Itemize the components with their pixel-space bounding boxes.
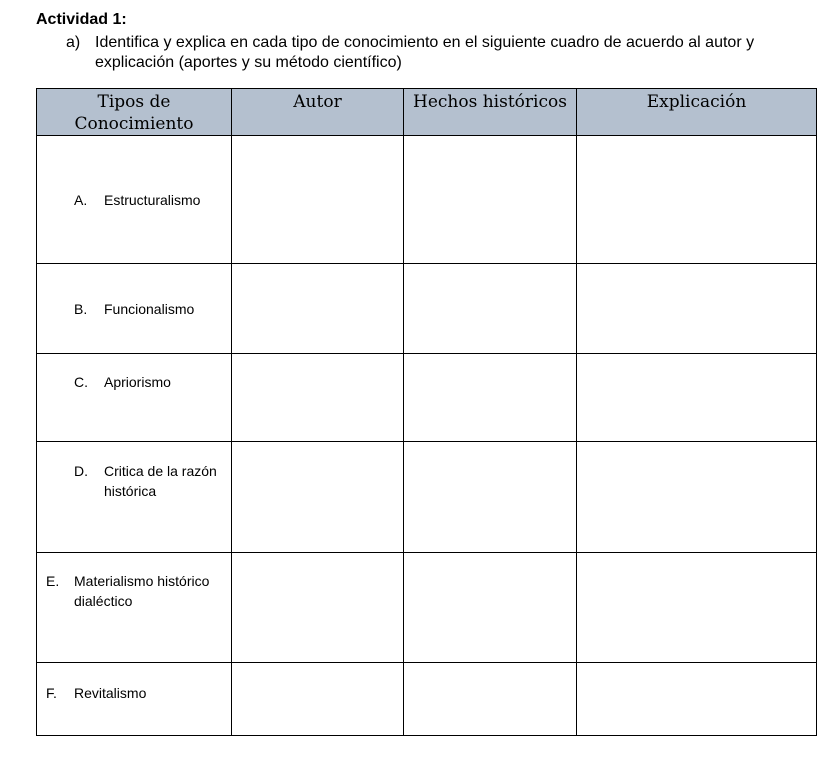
row-label-cell — [37, 663, 232, 736]
row-label-cell — [37, 264, 232, 354]
row-letter: B. — [74, 300, 88, 317]
explicacion-cell[interactable] — [577, 663, 817, 736]
row-name: Revitalismo — [74, 685, 147, 701]
table-row — [37, 136, 817, 264]
table-row — [37, 354, 817, 442]
activity-title: Actividad 1: — [36, 11, 127, 28]
row-letter: F. — [46, 685, 57, 701]
row-letter: E. — [46, 573, 60, 589]
table-row — [37, 442, 817, 553]
header-hechos: Hechos históricos — [404, 89, 577, 136]
instruction-marker: a) — [66, 34, 81, 51]
autor-cell[interactable] — [232, 136, 404, 264]
explicacion-cell[interactable] — [577, 264, 817, 354]
row-name: Apriorismo — [104, 374, 171, 390]
hechos-cell[interactable] — [404, 663, 577, 736]
row-label-cell — [37, 553, 232, 663]
row-letter: C. — [74, 374, 88, 390]
row-name: Estructuralismo — [104, 191, 201, 208]
instruction-text: Identifica y explica en cada tipo de conocimiento en el siguiente cuadro de acuerdo al autor y explicación (aportes y su método científico) — [95, 34, 755, 71]
hechos-cell[interactable] — [404, 264, 577, 354]
row-label-cell — [37, 354, 232, 442]
explicacion-cell[interactable] — [577, 442, 817, 553]
autor-cell[interactable] — [232, 663, 404, 736]
autor-cell[interactable] — [232, 354, 404, 442]
row-name: Critica de la razón histórica — [104, 463, 217, 499]
row-label-cell — [37, 136, 232, 264]
header-row — [37, 89, 817, 136]
row-name: Materialismo histórico dialéctico — [74, 573, 210, 609]
row-name: Funcionalismo — [104, 300, 195, 317]
knowledge-table — [36, 88, 817, 736]
table-row — [37, 553, 817, 663]
hechos-cell[interactable] — [404, 354, 577, 442]
explicacion-cell[interactable] — [577, 136, 817, 264]
header-explicacion: Explicación — [577, 89, 817, 136]
table-row — [37, 663, 817, 736]
autor-cell[interactable] — [232, 264, 404, 354]
explicacion-cell[interactable] — [577, 553, 817, 663]
row-letter: A. — [74, 191, 88, 208]
hechos-cell[interactable] — [404, 442, 577, 553]
autor-cell[interactable] — [232, 553, 404, 663]
hechos-cell[interactable] — [404, 553, 577, 663]
header-autor: Autor — [232, 89, 404, 136]
row-letter: D. — [74, 463, 88, 479]
table-row — [37, 264, 817, 354]
explicacion-cell[interactable] — [577, 354, 817, 442]
hechos-cell[interactable] — [404, 136, 577, 264]
header-tipos: Tipos de Conocimiento — [37, 89, 232, 136]
autor-cell[interactable] — [232, 442, 404, 553]
row-label-cell — [37, 442, 232, 553]
